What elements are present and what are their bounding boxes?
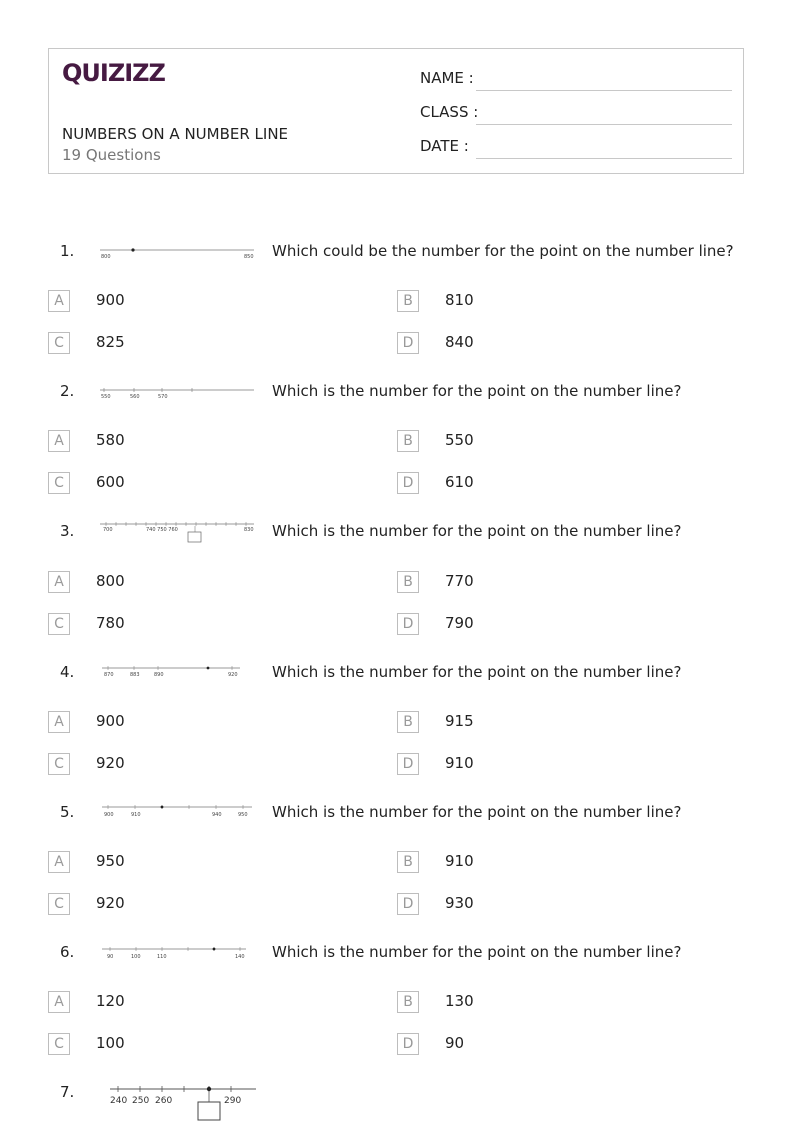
option-a-box[interactable]: A — [48, 711, 70, 733]
option-a-box[interactable]: A — [48, 290, 70, 312]
name-line — [476, 90, 732, 91]
point-marker — [131, 248, 134, 251]
tick-label: 250 — [132, 1096, 150, 1106]
tick-label: 940 — [212, 812, 222, 818]
option-b-value[interactable]: 550 — [445, 431, 474, 449]
option-b-box[interactable]: B — [397, 711, 419, 733]
tick-label: 110 — [157, 954, 167, 960]
point-marker — [207, 1087, 211, 1091]
answer-box — [188, 532, 201, 542]
name-label: NAME : — [420, 69, 474, 87]
tick-label: 100 — [131, 954, 141, 960]
option-a-value[interactable]: 120 — [96, 992, 125, 1010]
option-b-box[interactable]: B — [397, 290, 419, 312]
option-b-value[interactable]: 915 — [445, 712, 474, 730]
option-a-box[interactable]: A — [48, 851, 70, 873]
option-c-value[interactable]: 100 — [96, 1034, 125, 1052]
point-marker — [213, 948, 216, 951]
option-a-box[interactable]: A — [48, 991, 70, 1013]
point-marker — [207, 667, 210, 670]
tick-label: 870 — [104, 672, 114, 678]
question-text: Which could be the number for the point on the number line? — [272, 242, 734, 260]
tick-label: 240 — [110, 1096, 128, 1106]
option-a-value[interactable]: 900 — [96, 291, 125, 309]
option-b-value[interactable]: 810 — [445, 291, 474, 309]
tick-label: 910 — [131, 812, 141, 818]
option-b-value[interactable]: 770 — [445, 572, 474, 590]
option-c-value[interactable]: 600 — [96, 473, 125, 491]
tick-label: 850 — [244, 254, 254, 260]
tick-label: 740 750 760 — [146, 527, 178, 533]
tick-label: 900 — [104, 812, 114, 818]
option-d-value[interactable]: 790 — [445, 614, 474, 632]
option-b-box[interactable]: B — [397, 991, 419, 1013]
tick-label: 140 — [235, 954, 245, 960]
option-a-value[interactable]: 950 — [96, 852, 125, 870]
question-number: 6. — [60, 943, 75, 961]
option-c-box[interactable]: C — [48, 893, 70, 915]
date-field — [420, 137, 469, 155]
option-c-box[interactable]: C — [48, 472, 70, 494]
option-d-box[interactable]: D — [397, 893, 419, 915]
question-number: 2. — [60, 382, 75, 400]
tick-label: 920 — [228, 672, 238, 678]
worksheet-header — [48, 48, 744, 174]
tick-label: 90 — [107, 954, 114, 960]
tick-label: 260 — [155, 1096, 173, 1106]
tick-label: 890 — [154, 672, 164, 678]
tick-label: 830 — [244, 527, 254, 533]
question-text: Which is the number for the point on the number line? — [272, 382, 682, 400]
quizizz-logo: QUIZIZZ — [62, 59, 165, 87]
date-line — [476, 158, 732, 159]
option-d-box[interactable]: D — [397, 1033, 419, 1055]
option-d-box[interactable]: D — [397, 472, 419, 494]
number-line-figure — [98, 240, 258, 270]
option-c-value[interactable]: 780 — [96, 614, 125, 632]
tick-label: 950 — [238, 812, 248, 818]
option-a-box[interactable]: A — [48, 430, 70, 452]
option-c-value[interactable]: 920 — [96, 754, 125, 772]
option-b-box[interactable]: B — [397, 430, 419, 452]
number-line-figure — [106, 1080, 260, 1122]
class-label: CLASS : — [420, 103, 479, 121]
class-field — [420, 103, 478, 121]
number-line-figure — [98, 380, 258, 410]
date-label: DATE : — [420, 137, 469, 155]
option-d-value[interactable]: 840 — [445, 333, 474, 351]
option-b-value[interactable]: 130 — [445, 992, 474, 1010]
tick-label: 290 — [224, 1096, 242, 1106]
option-c-box[interactable]: C — [48, 753, 70, 775]
number-line-figure — [98, 660, 258, 690]
question-text: Which is the number for the point on the number line? — [272, 943, 682, 961]
number-line-figure — [98, 518, 258, 548]
option-a-value[interactable]: 800 — [96, 572, 125, 590]
tick-label: 700 — [103, 527, 113, 533]
answer-box — [198, 1102, 220, 1120]
point-marker — [161, 806, 164, 809]
question-text: Which is the number for the point on the number line? — [272, 803, 682, 821]
option-a-value[interactable]: 580 — [96, 431, 125, 449]
option-d-value[interactable]: 90 — [445, 1034, 465, 1052]
option-c-value[interactable]: 920 — [96, 894, 125, 912]
tick-label: 883 — [130, 672, 140, 678]
option-c-value[interactable]: 825 — [96, 333, 125, 351]
question-text: Which is the number for the point on the number line? — [272, 522, 682, 540]
option-c-box[interactable]: C — [48, 613, 70, 635]
tick-label: 800 — [101, 254, 111, 260]
question-text: Which is the number for the point on the number line? — [272, 663, 682, 681]
tick-label: 550 — [101, 394, 111, 400]
class-line — [476, 124, 732, 125]
option-b-box[interactable]: B — [397, 851, 419, 873]
name-field — [420, 69, 474, 87]
question-number: 3. — [60, 522, 75, 540]
option-d-value[interactable]: 930 — [445, 894, 474, 912]
option-a-value[interactable]: 900 — [96, 712, 125, 730]
question-number: 1. — [60, 242, 75, 260]
tick-label: 570 — [158, 394, 168, 400]
option-d-box[interactable]: D — [397, 332, 419, 354]
option-d-value[interactable]: 610 — [445, 473, 474, 491]
option-d-box[interactable]: D — [397, 753, 419, 775]
option-c-box[interactable]: C — [48, 1033, 70, 1055]
option-b-box[interactable]: B — [397, 571, 419, 593]
question-number: 5. — [60, 803, 75, 821]
option-d-box[interactable]: D — [397, 613, 419, 635]
tick-label: 560 — [130, 394, 140, 400]
option-a-box[interactable]: A — [48, 571, 70, 593]
option-d-value[interactable]: 910 — [445, 754, 474, 772]
number-line-figure — [98, 940, 258, 970]
question-count: 19 Questions — [62, 146, 161, 164]
question-number: 7. — [60, 1083, 75, 1101]
worksheet-title: NUMBERS ON A NUMBER LINE — [62, 125, 289, 143]
option-b-value[interactable]: 910 — [445, 852, 474, 870]
question-number: 4. — [60, 663, 75, 681]
option-c-box[interactable]: C — [48, 332, 70, 354]
number-line-figure — [98, 800, 258, 830]
